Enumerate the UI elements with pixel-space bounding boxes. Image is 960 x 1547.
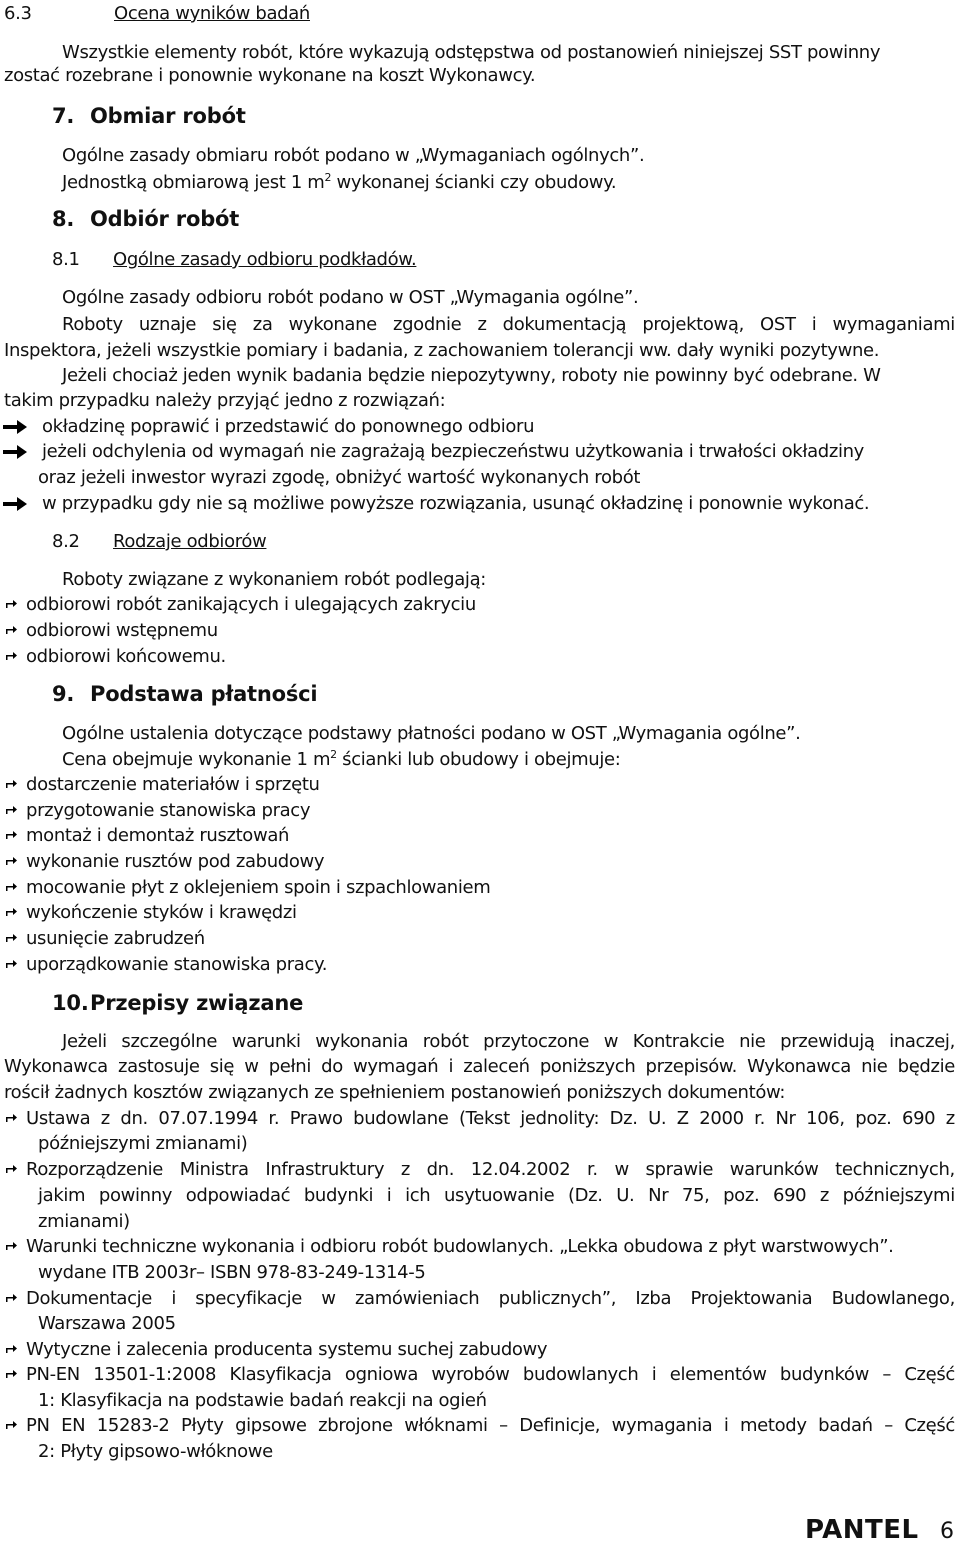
paragraph-line: Wykonawca zastosuje się w pełni do wymagań i zaleceń poniższych przepisów. Wykonawca nie będzie <box>4 1056 955 1077</box>
list-item: wykonanie rusztów pod zabudowy <box>26 851 325 872</box>
arrow-right-icon <box>4 1238 18 1252</box>
list-item: PN-EN 13501-1:2008 Klasyfikacja ogniowa wyrobów budowlanych i elementów budynków – Część <box>26 1364 955 1385</box>
paragraph-line: Roboty uznaje się za wykonane zgodnie z dokumentacją projektową, OST i wymaganiami <box>62 314 955 335</box>
paragraph-line: zostać rozebrane i ponownie wykonane na koszt Wykonawcy. <box>4 65 536 86</box>
paragraph-line <box>62 749 620 771</box>
arrow-right-icon <box>4 776 18 790</box>
list-item: dostarczenie materiałów i sprzętu <box>26 774 320 795</box>
section-title: Ocena wyników badań <box>114 3 310 24</box>
list-item: odbiorowi robót zanikających i ulegających zakryciu <box>26 594 476 615</box>
page-number: 6 <box>940 1519 954 1544</box>
paragraph-line: Wszystkie elementy robót, które wykazują odstępstwa od postanowień niniejszej SST powinny <box>62 42 881 63</box>
list-item: w przypadku gdy nie są możliwe powyższe rozwiązania, usunąć okładzinę i ponownie wykonać. <box>42 493 870 514</box>
arrow-right-icon <box>4 879 18 893</box>
list-item: okładzinę poprawić i przedstawić do ponownego odbioru <box>42 416 535 437</box>
arrow-right-icon <box>4 1110 18 1124</box>
paragraph-line: takim przypadku należy przyjąć jedno z rozwiązań: <box>4 390 446 411</box>
list-item: odbiorowi końcowemu. <box>26 646 226 667</box>
section-9-heading <box>52 682 318 706</box>
superscript: 2 <box>324 171 332 184</box>
arrow-right-icon <box>2 496 28 512</box>
arrow-right-icon <box>4 1366 18 1380</box>
list-item: PN EN 15283-2 Płyty gipsowe zbrojone włóknami – Definicje, wymagania i metody badań – Część <box>26 1415 955 1436</box>
list-item-continuation: oraz jeżeli inwestor wyrazi zgodę, obniżyć wartość wykonanych robót <box>38 467 641 488</box>
list-item: odbiorowi wstępnemu <box>26 620 218 641</box>
section-title: Odbiór robót <box>90 207 240 231</box>
section-8-2-heading <box>52 531 267 553</box>
arrow-right-icon <box>4 930 18 944</box>
text: ścianki lub obudowy i obejmuje: <box>342 749 621 770</box>
section-6-3-heading <box>4 3 310 25</box>
section-number: 8.2 <box>52 531 80 552</box>
list-item: montaż i demontaż rusztowań <box>26 825 290 846</box>
arrow-right-icon <box>4 956 18 970</box>
section-number: 6.3 <box>4 3 32 24</box>
text: Cena obejmuje wykonanie 1 m <box>62 749 331 770</box>
arrow-right-icon <box>4 904 18 918</box>
list-item: jeżeli odchylenia od wymagań nie zagrażają bezpieczeństwu użytkowania i trwałości okładziny <box>42 441 864 462</box>
arrow-right-icon <box>4 1290 18 1304</box>
paragraph-line: Inspektora, jeżeli wszystkie pomiary i badania, z zachowaniem tolerancji ww. dały wyniki pozytywne. <box>4 340 880 361</box>
paragraph-line <box>62 172 616 194</box>
section-8-heading <box>52 207 240 231</box>
section-title: Obmiar robót <box>90 104 246 128</box>
arrow-right-icon <box>4 802 18 816</box>
section-title: Rodzaje odbiorów <box>113 531 267 552</box>
arrow-right-icon <box>4 648 18 662</box>
paragraph-line: Ogólne ustalenia dotyczące podstawy płatności podano w OST „Wymagania ogólne”. <box>62 723 801 744</box>
section-8-1-heading <box>52 249 417 271</box>
list-item: uporządkowanie stanowiska pracy. <box>26 954 328 975</box>
section-title: Podstawa płatności <box>90 682 318 706</box>
list-item: Ustawa z dn. 07.07.1994 r. Prawo budowlane (Tekst jednolity: Dz. U. Z 2000 r. Nr 106, poz. 690 z <box>26 1108 955 1129</box>
paragraph-line: rościł żadnych kosztów związanych ze spełnieniem postanowień poniższych dokumentów: <box>4 1082 786 1103</box>
list-item-continuation: zmianami) <box>38 1211 130 1232</box>
list-item: mocowanie płyt z oklejeniem spoin i szpachlowaniem <box>26 877 491 898</box>
arrow-right-icon <box>4 853 18 867</box>
paragraph-line: Ogólne zasady odbioru robót podano w OST „Wymagania ogólne”. <box>62 287 639 308</box>
section-title: Ogólne zasady odbioru podkładów. <box>113 249 417 270</box>
paragraph-line: Jeżeli chociaż jeden wynik badania będzie niepozytywny, roboty nie powinny być odebrane. W <box>62 365 881 386</box>
list-item-continuation: Warszawa 2005 <box>38 1313 176 1334</box>
section-title: Przepisy związane <box>90 991 304 1015</box>
section-number: 8. <box>52 207 75 231</box>
list-item: Dokumentacje i specyfikacje w zamówieniach publicznych”, Izba Projektowania Budowlanego, <box>26 1288 955 1309</box>
footer-brand: PANTEL <box>805 1515 919 1545</box>
arrow-right-icon <box>4 596 18 610</box>
arrow-right-icon <box>4 622 18 636</box>
text: Jednostką obmiarową jest 1 m <box>62 172 325 193</box>
section-7-heading <box>52 104 246 128</box>
section-number: 10. <box>52 991 89 1015</box>
list-item: przygotowanie stanowiska pracy <box>26 800 311 821</box>
list-item-continuation: 1: Klasyfikacja na podstawie badań reakcji na ogień <box>38 1390 487 1411</box>
section-number: 7. <box>52 104 75 128</box>
section-number: 8.1 <box>52 249 80 270</box>
list-item-continuation: jakim powinny odpowiadać budynki i ich usytuowanie (Dz. U. Nr 75, poz. 690 z późniejszymi <box>38 1185 955 1206</box>
list-item: Rozporządzenie Ministra Infrastruktury z dn. 12.04.2002 r. w sprawie warunków technicznych, <box>26 1159 955 1180</box>
list-item: usunięcie zabrudzeń <box>26 928 205 949</box>
superscript: 2 <box>330 748 337 761</box>
paragraph-line: Roboty związane z wykonaniem robót podlegają: <box>62 569 486 590</box>
list-item-continuation: wydane ITB 2003r– ISBN 978-83-249-1314-5 <box>38 1262 426 1283</box>
arrow-right-icon <box>4 1341 18 1355</box>
arrow-right-icon <box>4 1417 18 1431</box>
arrow-right-icon <box>2 444 28 460</box>
list-item: Warunki techniczne wykonania i odbioru robót budowlanych. „Lekka obudowa z płyt warstwowych”. <box>26 1236 894 1257</box>
section-number: 9. <box>52 682 75 706</box>
text: wykonanej ścianki czy obudowy. <box>336 172 617 193</box>
list-item: Wytyczne i zalecenia producenta systemu suchej zabudowy <box>26 1339 548 1360</box>
list-item-continuation: późniejszymi zmianami) <box>38 1133 248 1154</box>
paragraph-line: Jeżeli szczególne warunki wykonania robót przytoczone w Kontrakcie nie przewidują inaczej, <box>62 1031 955 1052</box>
arrow-right-icon <box>2 419 28 435</box>
arrow-right-icon <box>4 1161 18 1175</box>
arrow-right-icon <box>4 827 18 841</box>
section-10-heading <box>52 991 304 1015</box>
list-item: wykończenie styków i krawędzi <box>26 902 297 923</box>
paragraph-line: Ogólne zasady obmiaru robót podano w „Wymaganiach ogólnych”. <box>62 145 645 166</box>
list-item-continuation: 2: Płyty gipsowo-włóknowe <box>38 1441 273 1462</box>
